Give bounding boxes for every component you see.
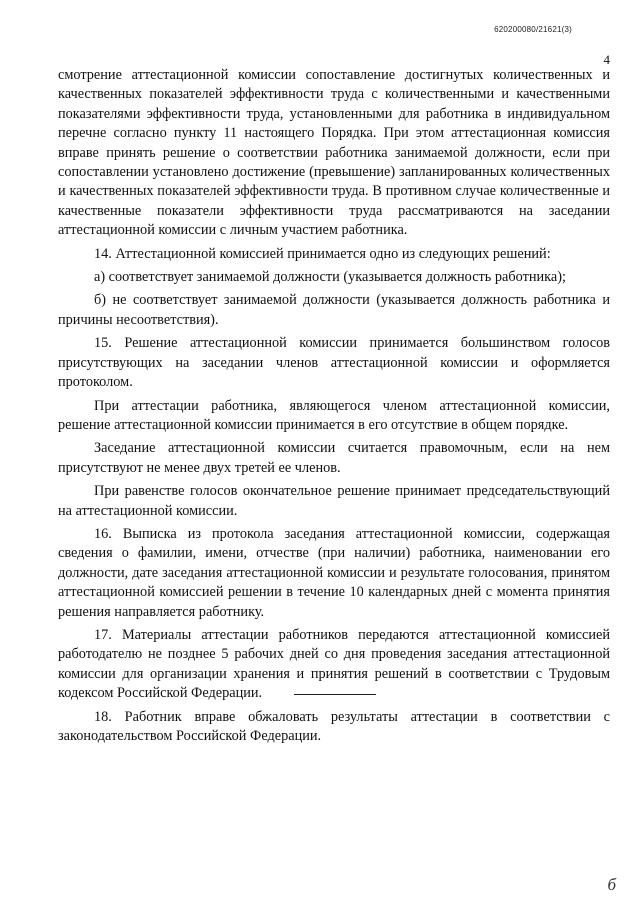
paragraph-quorum: Заседание аттестационной комиссии считается правомочным, если на нем присутствуют не менее двух третей ее членов. [58,440,610,476]
paragraph-item-14b: б) не соответствует занимаемой должности (указывается должность работника и причины несоответствия). [58,292,610,328]
paragraph-item-16: 16. Выписка из протокола заседания аттестационной комиссии, содержащая сведения о фамилии, имени, отчестве (при наличии) работника, наименовании его должности, дате заседания аттестационной комиссии и результате голосования, принятом аттестационной комиссией решении в течение 10 календарных дней с момента принятия решения направляется работнику. [58,525,610,620]
paragraph-continuation: смотрение аттестационной комиссии сопоставление достигнутых количественных и качественных показателей эффективности труда с количественными и качественными показателями эффективности труда, установленными для работника в индивидуальном перечне согласно пункту 11 настоящего Порядка. При этом аттестационная комиссия вправе принять решение о соответствии работника занимаемой должности, если при сопоставлении установлено достижение (превышение) запланированных количественных и качественных показателей эффективности труда. В противном случае количественные и качественные показатели эффективности труда рассматриваются на заседании аттестационной комиссии с личным участием работника. [58,67,610,239]
paragraph-member-attestation: При аттестации работника, являющегося членом аттестационной комиссии, решение аттестационной комиссии принимается в его отсутствие в общем порядке. [58,397,610,433]
paragraph-item-14a: а) соответствует занимаемой должности (указывается должность работника); [94,269,566,286]
paragraph-item-18: 18. Работник вправе обжаловать результаты аттестации в соответствии с законодательством Российской Федерации. [58,708,610,744]
paragraph-item-17: 17. Материалы аттестации работников передаются аттестационной комиссией работодателю не позднее 5 рабочих дней со дня проведения заседания аттестационной комиссии для организации хранения и принятия решений в соответствии с Трудовым кодексом Российской Федерации. [58,626,610,702]
end-divider [294,694,376,695]
paragraph-tie-vote: При равенстве голосов окончательное решение принимает председательствующий на аттестационной комиссии. [58,483,610,519]
page-number: 4 [603,52,610,67]
handwritten-corner-mark: б [607,875,616,894]
paragraph-item-14: 14. Аттестационной комиссией принимается одно из следующих решений: [94,245,551,262]
document-id: 620200080/21621(3) [494,25,572,34]
paragraph-item-15: 15. Решение аттестационной комиссии принимается большинством голосов присутствующих на заседании членов аттестационной комиссии и оформляется протоколом. [58,335,610,391]
document-body [58,66,610,750]
